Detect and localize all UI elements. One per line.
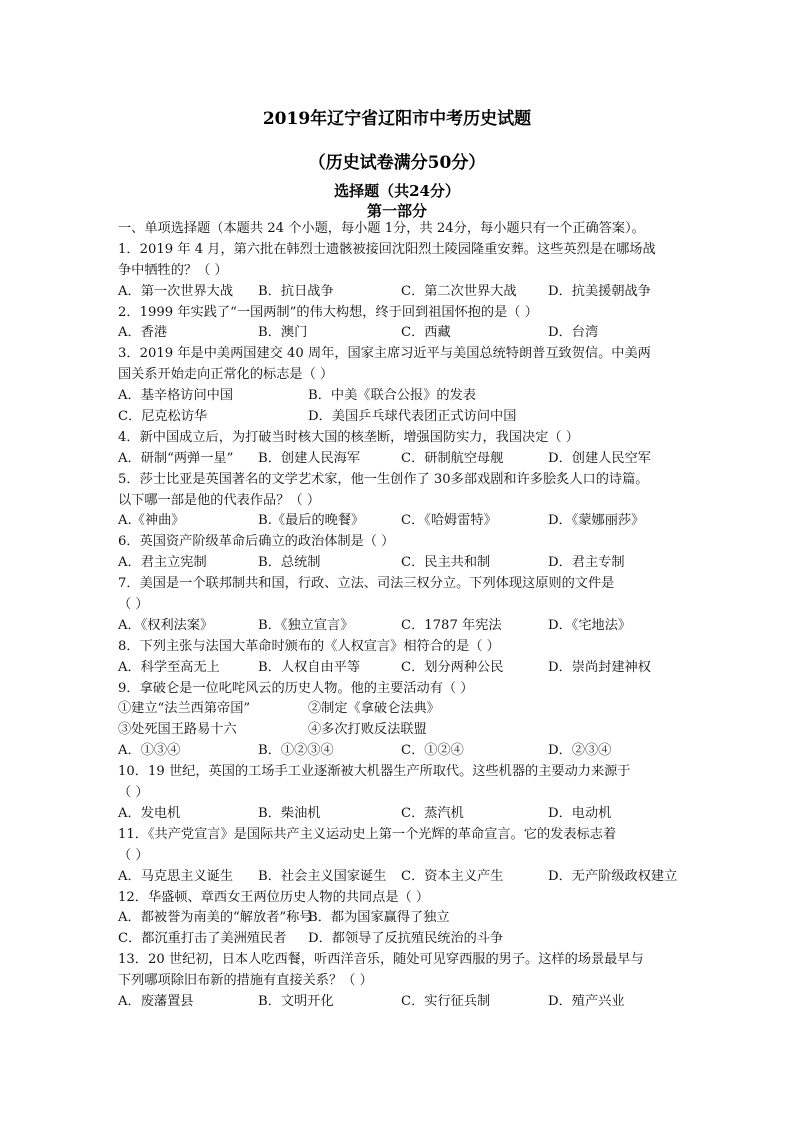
answer-option[interactable]: D．《蒙娜丽莎》	[548, 513, 645, 529]
options-row	[118, 553, 678, 574]
question-stem: 以下哪一部是他的代表作品？（ ）	[118, 492, 321, 508]
part-heading: 第一部分	[366, 202, 427, 220]
options-row	[118, 699, 678, 720]
answer-option[interactable]: A．君主立宪制	[118, 555, 207, 571]
question-stem: 8．下列主张与法国大革命时颁布的《人权宣言》相符合的是（ ）	[118, 638, 500, 654]
answer-option[interactable]: D．都领导了反抗殖民统治的斗争	[308, 931, 504, 947]
question-stem: 12．华盛顿、章西女王两位历史人物的共同点是（ ）	[118, 889, 430, 905]
answer-option[interactable]: D．《宅地法》	[548, 617, 632, 633]
answer-option[interactable]: D．殖产兴业	[548, 993, 625, 1009]
answer-option[interactable]: A．①③④	[118, 743, 181, 759]
options-row	[118, 867, 678, 888]
options-row	[118, 282, 678, 303]
answer-option[interactable]: A．《权利法案》	[118, 617, 214, 633]
question-stem: 争中牺牲的？（ ）	[118, 262, 228, 278]
answer-option[interactable]: C．蒸汽机	[401, 805, 464, 821]
options-row	[118, 741, 678, 762]
question-6	[118, 532, 678, 574]
answer-option[interactable]: D．崇尚封建神权	[548, 659, 651, 675]
answer-option[interactable]: ④多次打败反法联盟	[308, 722, 427, 738]
question-stem: 国关系开始走向正常化的标志是（ ）	[118, 367, 334, 383]
question-stem: 5．莎士比亚是英国著名的文学艺术家，他一生创作了 30多部戏剧和许多脍炙人口的诗篇。	[118, 471, 649, 487]
answer-option[interactable]: A．基辛格访问中国	[118, 388, 234, 404]
question-stem: 4．新中国成立后，为打破当时核大国的核垄断，增强国防实力，我国决定（ ）	[118, 429, 579, 445]
question-12	[118, 888, 678, 951]
section-heading: 选择题（共24分）	[334, 182, 460, 200]
options-row	[118, 720, 678, 741]
answer-option[interactable]: C．研制航空母舰	[401, 450, 504, 466]
answer-option[interactable]: D．君主专制	[548, 555, 625, 571]
question-list	[118, 219, 678, 1013]
answer-option[interactable]: B．《独立宣言》	[258, 617, 354, 633]
answer-option[interactable]: B．中美《联合公报》的发表	[308, 388, 476, 404]
answer-option[interactable]: B.《最后的晚餐》	[258, 513, 365, 529]
exam-title: 2019年辽宁省辽阳市中考历史试题	[262, 109, 532, 129]
question-8	[118, 637, 678, 679]
question-9	[118, 679, 678, 763]
answer-option[interactable]: A．马克思主义诞生	[118, 868, 234, 884]
question-7	[118, 574, 678, 637]
answer-option[interactable]: B．创建人民海军	[258, 450, 361, 466]
options-row	[118, 908, 678, 929]
options-row	[118, 449, 678, 470]
answer-option[interactable]: A．第一次世界大战	[118, 283, 234, 299]
answer-option[interactable]: D．无产阶级政权建立	[548, 868, 678, 884]
answer-option[interactable]: ③处死国王路易十六	[118, 722, 237, 738]
answer-option[interactable]: C．尼克松访华	[118, 409, 208, 425]
question-stem: 7．美国是一个联邦制共和国，行政、立法、司法三权分立。下列体现这原则的文件是	[118, 576, 615, 592]
question-5	[118, 470, 678, 533]
answer-option[interactable]: B．抗日战争	[258, 283, 334, 299]
question-stem: （ ）	[118, 847, 149, 863]
question-11	[118, 825, 678, 888]
answer-option[interactable]: D．美国乒乓球代表团正式访问中国	[308, 409, 517, 425]
options-row	[118, 804, 678, 825]
options-row	[118, 511, 678, 532]
question-stem: 11．《共产党宣言》是国际共产主义运动史上第一个光辉的革命宣言。它的发表标志着	[118, 826, 617, 842]
answer-option[interactable]: A．研制“两弹一星”	[118, 450, 234, 466]
question-stem: （ ）	[118, 785, 149, 801]
question-stem: 10．19 世纪，英国的工场手工业逐渐被大机器生产所取代。这些机器的主要动力来源于	[118, 764, 631, 780]
question-stem: 13．20 世纪初，日本人吃西餐，听西洋音乐，随处可见穿西服的男子。这样的场景最早与	[118, 952, 644, 968]
answer-option[interactable]: A．废藩置县	[118, 993, 194, 1009]
answer-option[interactable]: B．总统制	[258, 555, 321, 571]
answer-option[interactable]: D．台湾	[548, 325, 599, 341]
question-13	[118, 950, 678, 1013]
question-2	[118, 303, 678, 345]
question-stem: 6．英国资产阶级革命后确立的政治体制是（ ）	[118, 534, 395, 550]
question-1	[118, 240, 678, 303]
answer-option[interactable]: B．柴油机	[258, 805, 321, 821]
question-stem: 下列哪项除旧布新的措施有直接关系？（ ）	[118, 973, 373, 989]
answer-option[interactable]: C．资本主义产生	[401, 868, 504, 884]
question-stem: 9．拿破仑是一位叱咤风云的历史人物。他的主要活动有（ ）	[118, 680, 474, 696]
answer-option[interactable]: D．②③④	[548, 743, 612, 759]
options-row	[118, 992, 678, 1013]
answer-option[interactable]: D．电动机	[548, 805, 612, 821]
answer-option[interactable]: ②制定《拿破仑法典》	[308, 701, 440, 717]
answer-option[interactable]: B．人权自由平等	[258, 659, 361, 675]
answer-option[interactable]: A．科学至高无上	[118, 659, 220, 675]
instructions: 一、单项选择题（本题共 24 个小题，每小题 1分，共 24分，每小题只有一个正确答案）。	[118, 221, 645, 236]
answer-option[interactable]: C．《哈姆雷特》	[401, 513, 497, 529]
answer-option[interactable]: B．社会主义国家诞生	[258, 868, 387, 884]
answer-option[interactable]: C．①②④	[401, 743, 464, 759]
question-stem: （ ）	[118, 597, 149, 613]
question-stem: 2．1999 年实践了“一国两制”的伟大构想，终于回到祖国怀抱的是（ ）	[118, 304, 538, 320]
options-row	[118, 616, 678, 637]
answer-option[interactable]: C．1787 年宪法	[401, 617, 502, 633]
question-3	[118, 344, 678, 428]
answer-option[interactable]: A．香港	[118, 325, 168, 341]
answer-option[interactable]: B．澳门	[258, 325, 308, 341]
answer-option[interactable]: D．抗美援朝战争	[548, 283, 651, 299]
answer-option[interactable]: B．①②③④	[258, 743, 334, 759]
answer-option[interactable]: A．都被誉为南美的“解放者”称号	[118, 910, 313, 926]
question-stem: 3．2019 年是中美两国建交 40 周年，国家主席习近平与美国总统特朗普互致贺信。中美两	[118, 346, 651, 362]
answer-option[interactable]: C．西藏	[401, 325, 451, 341]
options-row	[118, 386, 678, 407]
answer-option[interactable]: C．划分两种公民	[401, 659, 504, 675]
answer-option[interactable]: B．文明开化	[258, 993, 334, 1009]
options-row	[118, 407, 678, 428]
question-4	[118, 428, 678, 470]
answer-option[interactable]: ①建立“法兰西第帝国”	[118, 701, 251, 717]
answer-option[interactable]: C．民主共和制	[401, 555, 491, 571]
options-row	[118, 658, 678, 679]
answer-option[interactable]: C．都沉重打击了美洲殖民者	[118, 931, 287, 947]
answer-option[interactable]: C．第二次世界大战	[401, 283, 517, 299]
answer-option[interactable]: D．创建人民空军	[548, 450, 651, 466]
options-row	[118, 323, 678, 344]
answer-option[interactable]: A.《神曲》	[118, 513, 185, 529]
options-row	[118, 929, 678, 950]
answer-option[interactable]: B．都为国家赢得了独立	[308, 910, 450, 926]
exam-subtitle: （历史试卷满分50分）	[308, 153, 486, 173]
question-stem: 1．2019 年 4 月，第六批在韩烈士遗骸被接回沈阳烈土陵园隆重安葬。这些英烈是在哪场战	[118, 241, 656, 257]
question-10	[118, 762, 678, 825]
answer-option[interactable]: A．发电机	[118, 805, 181, 821]
answer-option[interactable]: C．实行征兵制	[401, 993, 491, 1009]
